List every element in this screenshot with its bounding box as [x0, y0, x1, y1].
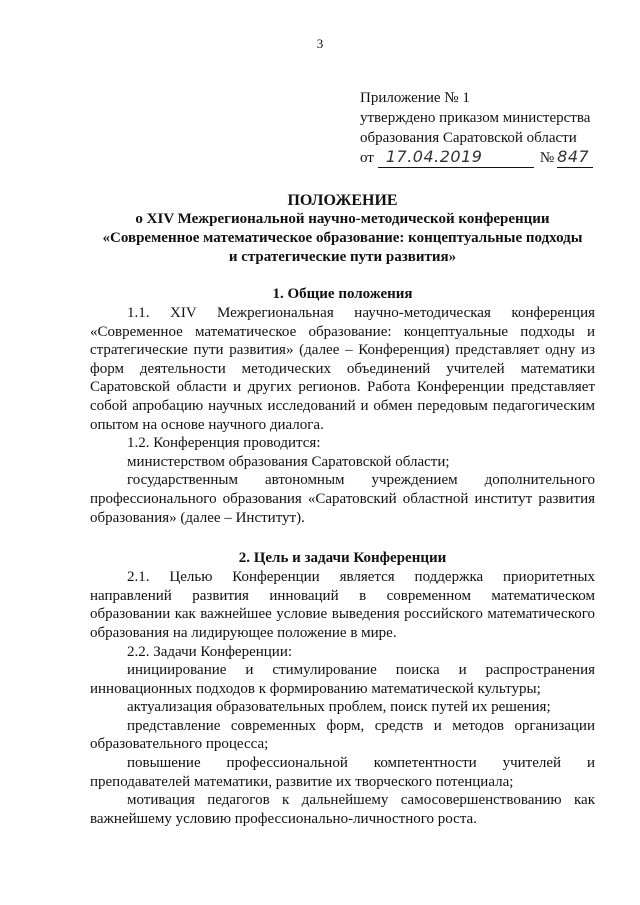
paragraph-1-1: 1.1. XIV Межрегиональная научно-методическая конференция «Современное математическое образование: концептуальные подходы и стратегические пути развития» (далее – Конференция) представляет одну из форм деятельности методических объединений учителей математики Саратовской области и других регионов. Работа Конференции представляет собой апробацию научных исследований и обмен передовым педагогическим опытом на основе научного диалога.: [90, 305, 595, 433]
document-title: ПОЛОЖЕНИЕ: [287, 192, 398, 209]
handwritten-number: 847: [557, 147, 590, 166]
annex-title: Приложение № 1: [360, 90, 470, 106]
number-label: №: [539, 150, 555, 166]
paragraph-organizer-1: министерством образования Саратовской области;: [127, 453, 450, 470]
paragraph-1-2: 1.2. Конференция проводится:: [127, 435, 321, 452]
annex-date-row: [360, 148, 610, 168]
task-item-2: актуализация образовательных проблем, поиск путей их решения;: [127, 699, 551, 716]
paragraph-2-2: 2.2. Задачи Конференции:: [127, 643, 293, 660]
task-item-1: инициирование и стимулирование поиска и распространения инновационных подходов к формированию математической культуры;: [90, 662, 595, 697]
document-body: [90, 191, 595, 828]
task-item-5: мотивация педагогов к дальнейшему самосовершенствованию как важнейшему условию профессионально-личностного роста.: [90, 792, 595, 827]
annex-ministry-line: образования Саратовской области: [360, 130, 577, 146]
number-field: [557, 149, 593, 168]
paragraph-2-1: 2.1. Целью Конференции является поддержка приоритетных направлений развития инноваций в современном математическом образовании как важнейшее условие выведения российского математического образования на лидирующее положение в мире.: [90, 569, 595, 641]
task-item-4: повышение профессиональной компетентности учителей и преподавателей математики, развитие их творческого потенциала;: [90, 755, 595, 790]
page-number: 3: [316, 36, 324, 51]
section-1-heading: 1. Общие положения: [272, 286, 413, 302]
section-2-heading: 2. Цель и задачи Конференции: [238, 550, 447, 567]
subtitle-line-1: о XIV Межрегиональной научно-методической конференции: [135, 211, 550, 227]
handwritten-date: 17.04.2019: [385, 147, 483, 166]
annex-block: [360, 88, 610, 168]
date-field: [378, 149, 534, 168]
subtitle-line-3: и стратегические пути развития»: [228, 249, 457, 265]
subtitle-line-2: «Современное математическое образование: концептуальные подходы: [102, 230, 583, 246]
task-item-3: представление современных форм, средств и методов организации образовательного процесса;: [90, 717, 595, 753]
annex-approved-line: утверждено приказом министерства: [360, 110, 591, 126]
from-label: от: [360, 150, 374, 166]
paragraph-organizer-2: государственным автономным учреждением дополнительного профессионального образования «Саратовский областной институт развития образования» (далее – Институт).: [90, 472, 595, 526]
